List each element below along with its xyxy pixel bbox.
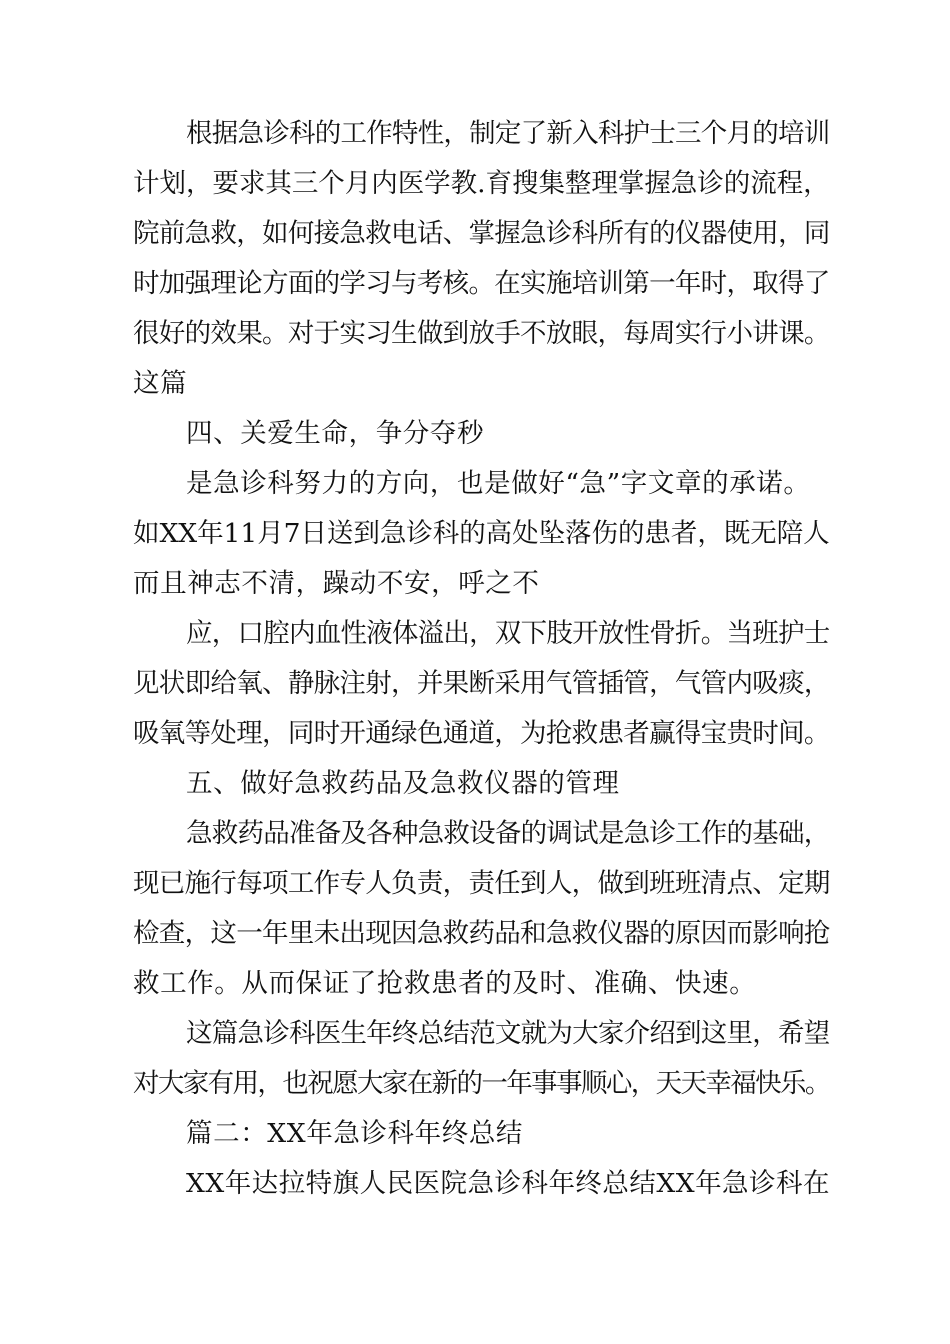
text-line: 很好的效果。对于实习生做到放手不放眼，每周实行小讲课。 [133,318,830,349]
text-line: XX年达拉特旗人民医院急诊科年终总结XX年急诊科在 [186,1168,830,1199]
text-line: 根据急诊科的工作特性，制定了新入科护士三个月的培训 [186,118,830,149]
text-line: 如XX年11月7日送到急诊科的高处坠落伤的患者，既无陪人 [133,518,830,549]
section-heading: 五、做好急救药品及急救仪器的管理 [186,768,620,799]
text-line: 这篇 [133,368,188,399]
text-line: 现已施行每项工作专人负责，责任到人，做到班班清点、定期 [133,868,830,899]
text-line: 是急诊科努力的方向，也是做好“急”字文章的承诺。 [186,468,811,499]
text-line: 计划，要求其三个月内医学教.育搜集整理掌握急诊的流程， [133,168,830,199]
text-line: 急救药品准备及各种急救设备的调试是急诊工作的基础， [186,818,830,849]
text-line: 救工作。从而保证了抢救患者的及时、准确、快速。 [133,968,757,999]
text-line: 见状即给氧、静脉注射，并果断采用气管插管，气管内吸痰， [133,668,830,699]
text-line: 这篇急诊科医生年终总结范文就为大家介绍到这里，希望 [186,1018,830,1049]
text-line: 而且神志不清，躁动不安，呼之不 [133,568,540,599]
section-heading: 篇二：XX年急诊科年终总结 [186,1118,524,1149]
text-line: 时加强理论方面的学习与考核。在实施培训第一年时，取得了 [133,268,830,299]
text-line: 吸氧等处理，同时开通绿色通道，为抢救患者赢得宝贵时间。 [133,718,830,749]
text-line: 院前急救，如何接急救电话、掌握急诊科所有的仪器使用，同 [133,218,830,249]
section-heading: 四、关爱生命，争分夺秒 [186,418,485,449]
text-line: 检查，这一年里未出现因急救药品和急救仪器的原因而影响抢 [133,918,830,949]
text-line: 应，口腔内血性液体溢出，双下肢开放性骨折。当班护士 [186,618,830,649]
text-line: 对大家有用，也祝愿大家在新的一年事事顺心，天天幸福快乐。 [133,1068,830,1099]
